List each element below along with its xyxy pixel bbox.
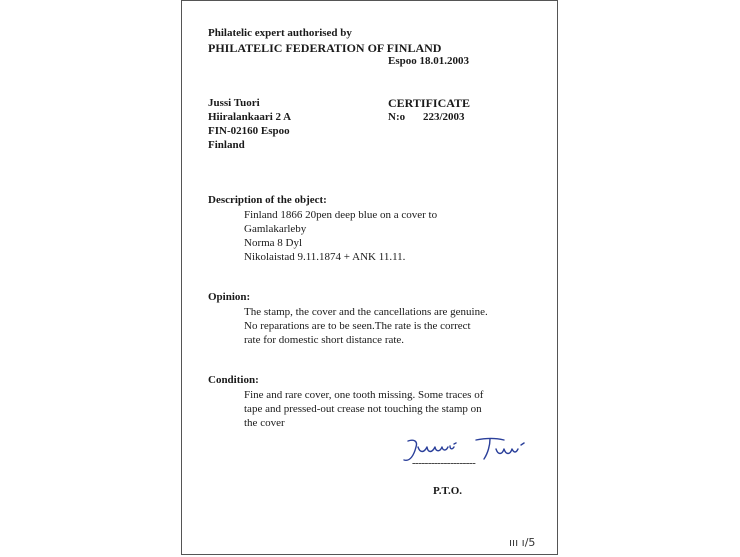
expert-street: Hiiralankaari 2 A — [208, 111, 292, 123]
description-line: Gamlakarleby — [244, 223, 307, 235]
description-line: Nikolaistad 9.11.1874 + ANK 11.11. — [244, 251, 406, 263]
certificate-number-label: N:o — [388, 111, 406, 123]
description-line: Norma 8 Dyl — [244, 237, 303, 249]
signature-dash-line: -------------------- — [412, 457, 476, 469]
signature-block — [400, 435, 540, 472]
header-authorised-line: Philatelic expert authorised by — [208, 27, 352, 39]
handwritten-note: ııı ı/5 — [509, 536, 536, 549]
header-federation-line: PHILATELIC FEDERATION OF FINLAND — [208, 41, 442, 55]
certificate-title: CERTIFICATE — [388, 96, 471, 110]
expert-country: Finland — [208, 139, 245, 151]
opinion-line: rate for domestic short distance rate. — [244, 334, 405, 346]
opinion-heading: Opinion: — [208, 291, 251, 303]
certificate-number: 223/2003 — [423, 111, 465, 123]
opinion-line: No reparations are to be seen.The rate is the correct — [244, 320, 471, 332]
certificate-sheet — [181, 0, 558, 555]
condition-line: the cover — [244, 417, 285, 429]
expert-name: Jussi Tuori — [208, 97, 260, 109]
condition-line: Fine and rare cover, one tooth missing. Some traces of — [244, 389, 484, 401]
pto-label: P.T.O. — [433, 485, 463, 497]
condition-heading: Condition: — [208, 374, 259, 386]
description-line: Finland 1866 20pen deep blue on a cover to — [244, 209, 438, 221]
opinion-line: The stamp, the cover and the cancellations are genuine. — [244, 306, 488, 318]
expert-city: FIN-02160 Espoo — [208, 125, 290, 137]
condition-line: tape and pressed-out crease not touching the stamp on — [244, 403, 482, 415]
place-date: Espoo 18.01.2003 — [388, 55, 469, 67]
description-heading: Description of the object: — [208, 194, 327, 206]
